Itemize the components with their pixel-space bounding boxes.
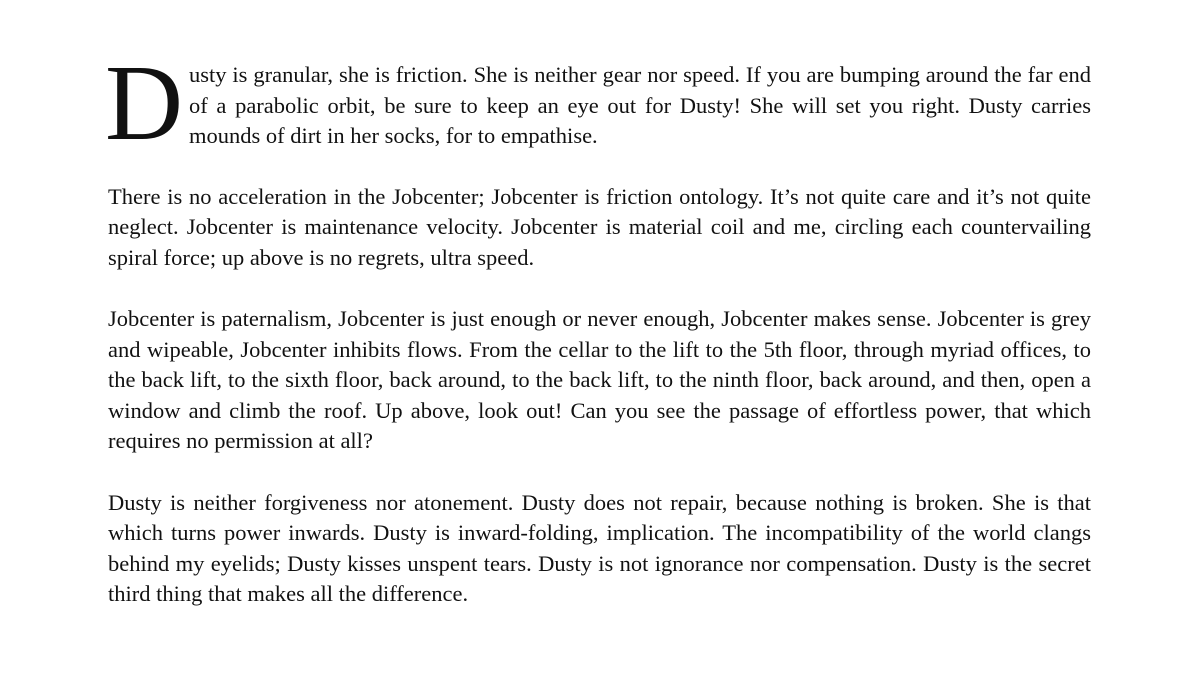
paragraph-1-text: usty is granular, she is friction. She is neither gear nor speed. If you are bumping around the far end of a parabolic orbit, be sure to keep an eye out for Dusty! She will set you right. Dusty carries mounds of dirt in her socks, for to empathise. — [189, 62, 1091, 148]
paragraph-2: There is no acceleration in the Jobcenter; Jobcenter is friction ontology. It’s not quite care and it’s not quite neglect. Jobcenter is maintenance velocity. Jobcenter is material coil and me, circling each countervailing spiral force; up above is no regrets, ultra speed. — [108, 183, 1091, 270]
paragraph-1 — [105, 44, 1091, 163]
document-body — [105, 44, 1091, 641]
paragraph-4: Dusty is neither forgiveness nor atonement. Dusty does not repair, because nothing is broken. She is that which turns power inwards. Dusty is inward-folding, implication. The incompatibility of the world clangs behind my eyelids; Dusty kisses unspent tears. Dusty is not ignorance nor compensation. Dusty is the secret third thing that makes all the difference. — [108, 489, 1091, 606]
drop-cap: D — [105, 44, 183, 163]
paragraph-3: Jobcenter is paternalism, Jobcenter is just enough or never enough, Jobcenter makes sense. Jobcenter is grey and wipeable, Jobcenter inhibits flows. From the cellar to the lift to the 5th floor, through myriad offices, to the back lift, to the sixth floor, back around, to the back lift, to the ninth floor, back around, and then, open a window and climb the roof. Up above, look out! Can you see the passage of effortless power, that which requires no permission at all? — [108, 306, 1091, 453]
